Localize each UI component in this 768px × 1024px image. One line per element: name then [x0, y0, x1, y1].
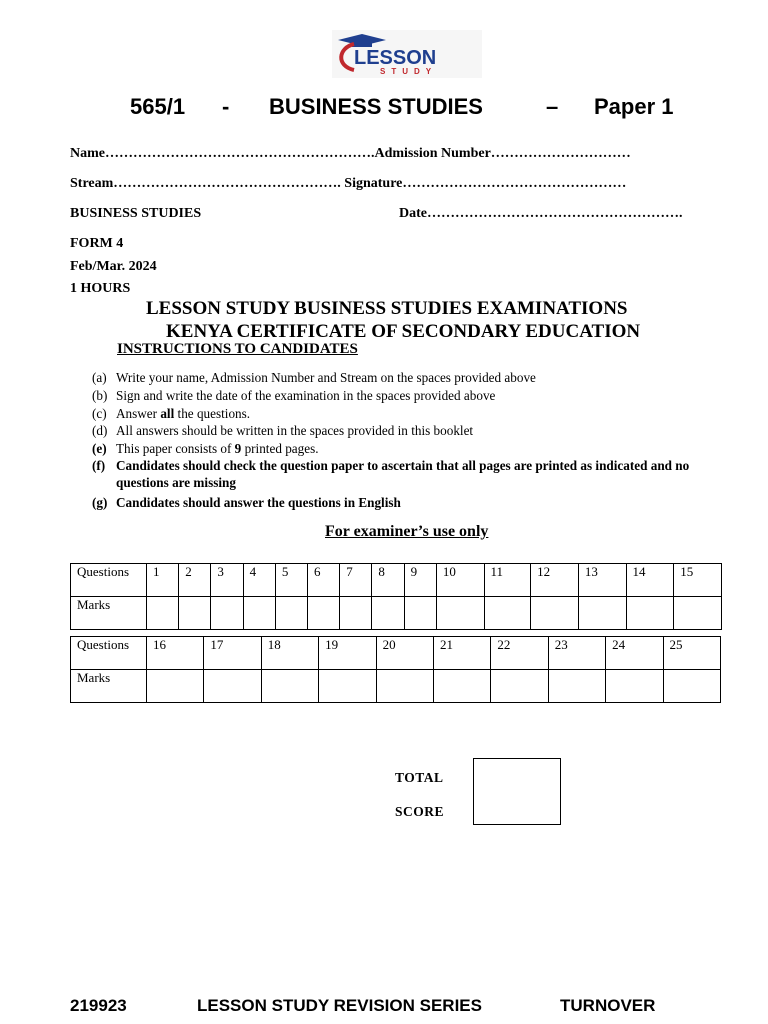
instruction-label: (d) — [92, 423, 108, 438]
instruction-label: (c) — [92, 406, 107, 421]
question-number-cell: 16 — [147, 637, 204, 670]
questions-row — [71, 637, 721, 670]
question-number-cell: 2 — [179, 564, 211, 597]
instruction-label: (e) — [92, 441, 107, 456]
question-number-cell: 25 — [663, 637, 720, 670]
questions-row-label: Questions — [71, 564, 147, 597]
marks-cell[interactable] — [147, 670, 204, 703]
instruction-text: Answer — [116, 406, 161, 421]
marks-cell[interactable] — [674, 597, 722, 630]
total-score-box[interactable] — [473, 758, 561, 825]
question-number-cell: 1 — [147, 564, 179, 597]
marks-cell[interactable] — [243, 597, 275, 630]
marks-row — [71, 597, 722, 630]
instruction-text: the questions. — [174, 406, 251, 421]
marks-cell[interactable] — [308, 597, 340, 630]
question-number-cell: 8 — [372, 564, 404, 597]
logo-text-bottom: STUDY — [380, 67, 438, 76]
exam-heading: LESSON STUDY BUSINESS STUDIES EXAMINATIONS — [146, 298, 628, 319]
instruction-e — [92, 440, 319, 458]
marks-cell[interactable] — [484, 597, 531, 630]
marks-cell[interactable] — [404, 597, 436, 630]
marks-cell[interactable] — [147, 597, 179, 630]
name-admission-field[interactable]: Name………………………………………………….Admission Number………………………… — [70, 146, 631, 161]
instruction-emphasis: 9 — [234, 441, 242, 456]
subject-label: BUSINESS STUDIES — [70, 206, 202, 221]
marks-cell[interactable] — [606, 670, 663, 703]
instruction-f — [92, 457, 689, 475]
question-number-cell: 11 — [484, 564, 531, 597]
lesson-study-logo — [332, 30, 482, 78]
instruction-c — [92, 405, 250, 423]
question-number-cell: 21 — [433, 637, 490, 670]
question-number-cell: 10 — [436, 564, 484, 597]
subject-title: BUSINESS STUDIES — [269, 94, 483, 119]
question-number-cell: 22 — [491, 637, 548, 670]
question-number-cell: 23 — [548, 637, 605, 670]
marks-row-label: Marks — [71, 597, 147, 630]
question-number-cell: 3 — [211, 564, 243, 597]
questions-row-label: Questions — [71, 637, 147, 670]
paper-number: Paper 1 — [594, 94, 674, 119]
instruction-label: (b) — [92, 388, 108, 403]
marks-cell[interactable] — [531, 597, 579, 630]
logo-graphic — [332, 30, 482, 78]
footer-code: 219923 — [70, 996, 127, 1015]
marks-cell[interactable] — [275, 597, 307, 630]
marks-cell[interactable] — [548, 670, 605, 703]
instruction-text: This paper consists of — [116, 441, 235, 456]
title-dash-2: – — [546, 94, 559, 119]
total-label: TOTAL — [395, 770, 444, 785]
footer-series: LESSON STUDY REVISION SERIES — [197, 996, 482, 1015]
instruction-label: (f) — [92, 458, 106, 473]
question-number-cell: 20 — [376, 637, 433, 670]
kcse-heading: KENYA CERTIFICATE OF SECONDARY EDUCATION — [166, 321, 641, 342]
instruction-a — [92, 369, 536, 387]
form-label: FORM 4 — [70, 236, 124, 251]
instruction-text: Write your name, Admission Number and Stream on the spaces provided above — [116, 370, 536, 385]
instruction-b — [92, 387, 495, 405]
question-number-cell: 17 — [204, 637, 261, 670]
question-number-cell: 6 — [308, 564, 340, 597]
title-dash-1: - — [222, 94, 230, 119]
marks-cell[interactable] — [433, 670, 490, 703]
instruction-emphasis: all — [160, 406, 175, 421]
instructions-title: INSTRUCTIONS TO CANDIDATES — [117, 341, 358, 357]
marks-cell[interactable] — [491, 670, 548, 703]
duration-label: 1 HOURS — [70, 281, 131, 296]
marks-row — [71, 670, 721, 703]
paper-code: 565/1 — [130, 94, 186, 119]
question-number-cell: 7 — [340, 564, 372, 597]
question-number-cell: 5 — [275, 564, 307, 597]
instruction-f-continued: questions are missing — [116, 475, 236, 490]
marks-cell[interactable] — [436, 597, 484, 630]
question-number-cell: 19 — [319, 637, 376, 670]
marks-table-2 — [70, 636, 721, 703]
instruction-label: (a) — [92, 370, 107, 385]
marks-cell[interactable] — [663, 670, 720, 703]
marks-cell[interactable] — [626, 597, 674, 630]
marks-cell[interactable] — [372, 597, 404, 630]
question-number-cell: 14 — [626, 564, 674, 597]
instruction-text: Candidates should check the question paper to ascertain that all pages are printed as indicated and no — [116, 458, 690, 473]
instruction-g — [92, 494, 401, 512]
question-number-cell: 18 — [261, 637, 318, 670]
marks-cell[interactable] — [578, 597, 626, 630]
question-number-cell: 4 — [243, 564, 275, 597]
marks-table-1 — [70, 563, 722, 630]
instruction-label: (g) — [92, 495, 108, 510]
marks-cell[interactable] — [340, 597, 372, 630]
marks-row-label: Marks — [71, 670, 147, 703]
question-number-cell: 24 — [606, 637, 663, 670]
stream-signature-field[interactable]: Stream…………………………………………. Signature………………………………………… — [70, 176, 627, 191]
marks-cell[interactable] — [179, 597, 211, 630]
question-number-cell: 13 — [578, 564, 626, 597]
instruction-d — [92, 422, 473, 440]
marks-cell[interactable] — [261, 670, 318, 703]
questions-row — [71, 564, 722, 597]
question-number-cell: 12 — [531, 564, 579, 597]
instruction-text: Candidates should answer the questions in English — [116, 495, 401, 510]
session-label: Feb/Mar. 2024 — [70, 259, 157, 274]
question-number-cell: 9 — [404, 564, 436, 597]
question-number-cell: 15 — [674, 564, 722, 597]
marks-cell[interactable] — [204, 670, 261, 703]
marks-cell[interactable] — [211, 597, 243, 630]
logo-text-top: LESSON — [354, 47, 437, 69]
score-label: SCORE — [395, 804, 445, 819]
instruction-text: All answers should be written in the spaces provided in this booklet — [116, 423, 474, 438]
instruction-text: Sign and write the date of the examination in the spaces provided above — [116, 388, 496, 403]
marks-cell[interactable] — [319, 670, 376, 703]
examiner-use-title: For examiner’s use only — [325, 523, 489, 540]
marks-cell[interactable] — [376, 670, 433, 703]
instruction-text: printed pages. — [241, 441, 319, 456]
footer-turnover: TURNOVER — [560, 996, 656, 1015]
date-field[interactable]: Date………………………………………………. — [399, 206, 683, 221]
